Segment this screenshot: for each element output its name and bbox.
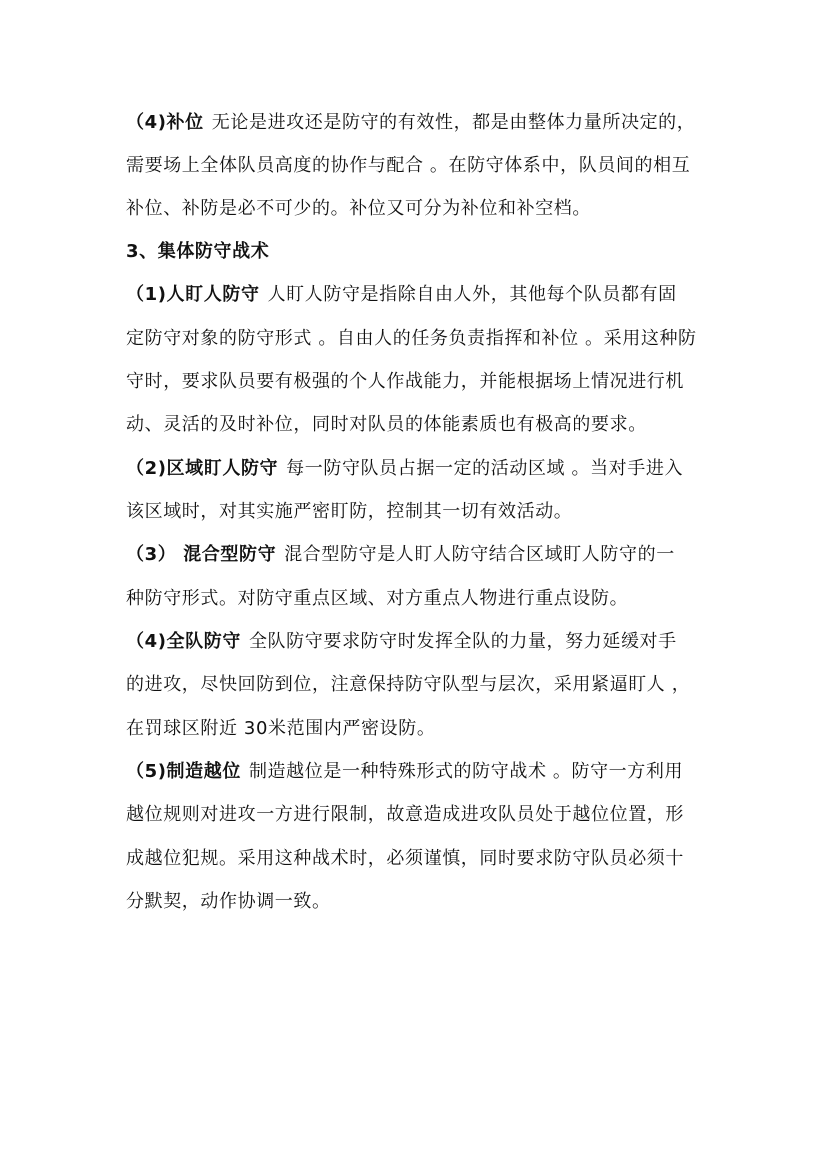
paragraph-team-defense-line-1 bbox=[126, 629, 706, 655]
paragraph-label: （4)全队防守 bbox=[126, 631, 241, 652]
paragraph-offside-trap-line-1 bbox=[126, 759, 706, 785]
section-heading: 3、集体防守战术 bbox=[126, 241, 270, 262]
paragraph-line: 定防守对象的防守形式 。自由人的任务负责指挥和补位 。采用这种防 bbox=[126, 328, 697, 349]
paragraph-label: （1)人盯人防守 bbox=[126, 284, 260, 305]
paragraph-line: 补位、补防是必不可少的。补位又可分为补位和补空档。 bbox=[126, 198, 591, 219]
paragraph-label: （4)补位 bbox=[126, 112, 204, 133]
paragraph-man-marking-line-1 bbox=[126, 282, 706, 308]
paragraph-text: 制造越位是一种特殊形式的防守战术 。防守一方利用 bbox=[248, 761, 684, 782]
paragraph-line: 守时，要求队员要有极强的个人作战能力，并能根据场上情况进行机 bbox=[126, 371, 684, 392]
paragraph-text: 人盯人防守是指除自由人外，其他每个队员都有固 bbox=[267, 284, 677, 305]
paragraph-line: 分默契，动作协调一致。 bbox=[126, 891, 331, 912]
paragraph-bu-wei-line-1 bbox=[126, 110, 706, 136]
paragraph-line: 种防守形式。对防守重点区域、对方重点人物进行重点设防。 bbox=[126, 588, 629, 609]
paragraph-text: 全队防守要求防守时发挥全队的力量，努力延缓对手 bbox=[248, 631, 677, 652]
paragraph-text: 无论是进攻还是防守的有效性，都是由整体力量所决定的， bbox=[211, 112, 696, 133]
paragraph-text: 每一防守队员占据一定的活动区域 。当对手进入 bbox=[286, 458, 684, 479]
paragraph-line: 该区域时，对其实施严密盯防，控制其一切有效活动。 bbox=[126, 501, 573, 522]
paragraph-line: 越位规则对进攻一方进行限制，故意造成进攻队员处于越位位置，形 bbox=[126, 804, 684, 825]
paragraph-line: 需要场上全体队员高度的协作与配合 。在防守体系中，队员间的相互 bbox=[126, 155, 691, 176]
paragraph-line: 成越位犯规。采用这种战术时，必须谨慎，同时要求防守队员必须十 bbox=[126, 848, 684, 869]
paragraph-zone-marking-line-1 bbox=[126, 456, 706, 482]
paragraph-line: 在罚球区附近 30米范围内严密设防。 bbox=[126, 718, 436, 739]
paragraph-line: 动、灵活的及时补位，同时对队员的体能素质也有极高的要求。 bbox=[126, 414, 647, 435]
paragraph-line: 的进攻，尽快回防到位，注意保持防守队型与层次，采用紧逼盯人 ， bbox=[126, 674, 691, 695]
paragraph-label: （5)制造越位 bbox=[126, 761, 241, 782]
paragraph-text: 混合型防守是人盯人防守结合区域盯人防守的一 bbox=[284, 544, 675, 565]
paragraph-label: （2)区域盯人防守 bbox=[126, 458, 279, 479]
paragraph-mixed-defense-line-1 bbox=[126, 542, 706, 568]
paragraph-label: （3） 混合型防守 bbox=[126, 544, 277, 565]
